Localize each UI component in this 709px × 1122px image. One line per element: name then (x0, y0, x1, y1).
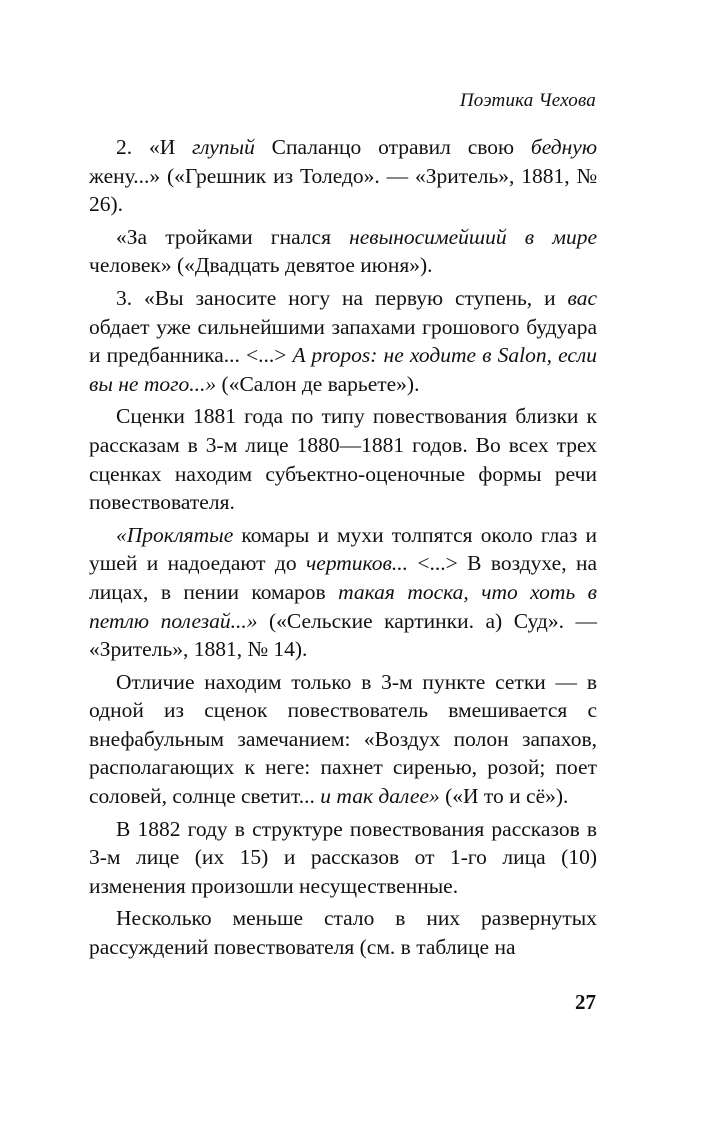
text-run: 2. «И (116, 135, 193, 159)
italic-text: «Проклятые (116, 522, 234, 547)
italic-text: глупый (192, 135, 255, 159)
paragraph (89, 815, 597, 901)
paragraph (89, 133, 597, 219)
page-number: 27 (575, 990, 596, 1014)
text-run: 3. «Вы заносите ногу на первую ступень, и (116, 285, 568, 310)
text-run: комары и мухи толпятся около глаз и ушей и надоедают до (89, 522, 597, 576)
paragraph (89, 904, 597, 961)
paragraph (89, 521, 597, 664)
text-run: Отличие находим только в 3-м пункте сетки — в одной из сценок повествователь вмешивается с внефабульным замечанием: «Воздух полон запахов, располагающих к неге: пахнет сиренью, розой; поет соловей, солнце светит... (89, 669, 597, 809)
text-run: Несколько меньше стало в них развернутых рассуждений повествователя (см. в таблице на (89, 906, 597, 960)
running-head: Поэтика Чехова (459, 90, 596, 111)
italic-text: невыносимейший в мире (349, 224, 597, 249)
text-run: («Сельские картинки. а) Суд». — «Зритель», 1881, № 14). (89, 608, 597, 662)
text-run: Спаланцо отравил свою (254, 135, 531, 159)
text-run: обдает уже сильнейшими запахами грошового будуара и предбанника... <...> (89, 314, 597, 368)
paragraph (89, 223, 597, 280)
paragraph (89, 668, 597, 811)
body-text (89, 133, 597, 966)
text-run: «За тройками гнался (116, 224, 350, 249)
paragraph (89, 402, 597, 516)
italic-text: бедную (530, 135, 597, 159)
italic-text: A propos: не ходите в Salon, если вы не того...» (89, 343, 598, 396)
text-run: <...> В воздухе, на лицах, в пении комаров (89, 551, 597, 604)
italic-text: и так далее» (320, 784, 440, 809)
text-run: («И то и сё»). (439, 784, 569, 809)
text-run: Сценки 1881 года по типу повествования близки к рассказам в 3-м лице 1880—1881 годов. Во всех трех сценках находим субъектно-оценочные формы речи повествователя. (89, 404, 597, 515)
text-run: человек» («Двадцать девятое июня»). (89, 253, 433, 278)
paragraph (89, 284, 597, 398)
text-run: («Салон де варьете»). (216, 371, 420, 396)
italic-text: вас (567, 285, 597, 310)
italic-text: такая тоска, что хоть в петлю полезай...» (89, 579, 597, 633)
text-run: жену...» («Грешник из Толедо». — «Зритель», 1881, № 26). (89, 163, 597, 217)
text-run: В 1882 году в структуре повествования рассказов в 3-м лице (их 15) и рассказов от 1-го лица (10) изменения произошли несущественные. (89, 816, 597, 898)
italic-text: чертиков... (306, 551, 409, 576)
